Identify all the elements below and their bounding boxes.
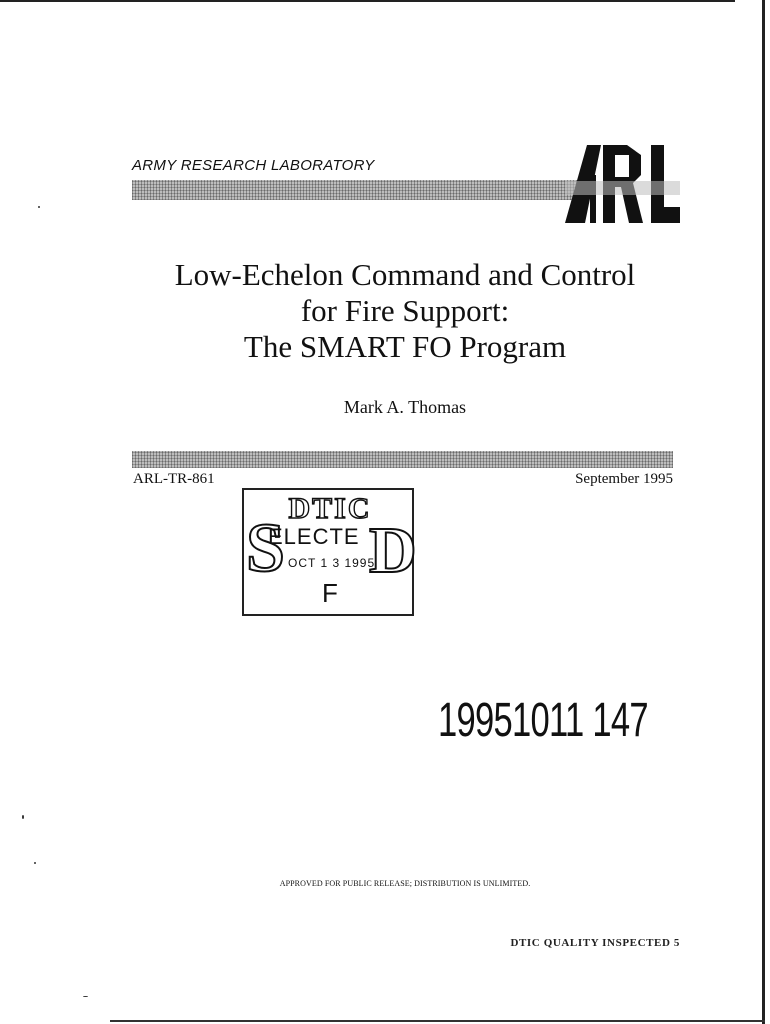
- stamp-status: ELECTE: [268, 524, 360, 549]
- dtic-stamp: [242, 488, 417, 616]
- stamp-grade: F: [322, 578, 338, 608]
- scan-speck: [38, 206, 40, 208]
- page-frame-right: [762, 0, 765, 1024]
- header-band: [132, 180, 587, 200]
- report-date: September 1995: [575, 471, 673, 487]
- title-line: The SMART FO Program: [243, 329, 567, 364]
- divider-band: [132, 451, 673, 468]
- author-name: Mark A. Thomas: [343, 397, 467, 417]
- arl-logo: [565, 145, 680, 225]
- title-line: Low-Echelon Command and Control: [174, 257, 636, 292]
- scan-speck: [34, 862, 36, 864]
- page-frame-bottom: [110, 1020, 765, 1022]
- title-line: for Fire Support:: [300, 293, 510, 328]
- scan-speck: [22, 815, 24, 819]
- scan-speck: [83, 996, 88, 997]
- stamp-agency: DTIC: [288, 492, 372, 525]
- report-number: ARL-TR-861: [133, 471, 215, 487]
- release-statement: APPROVED FOR PUBLIC RELEASE; DISTRIBUTION IS UNLIMITED.: [279, 879, 531, 888]
- stamp-date: OCT 1 3 1995: [288, 556, 376, 570]
- quality-inspection-note: DTIC QUALITY INSPECTED 5: [510, 937, 680, 949]
- document-title: [100, 257, 710, 365]
- stamp-left-letter: S: [246, 510, 285, 587]
- accession-number: 19951011 147: [438, 694, 648, 747]
- organization-name: ARMY RESEARCH LABORATORY: [132, 157, 375, 174]
- stamp-right-letter: D: [369, 514, 417, 587]
- page-frame-top: [0, 0, 735, 2]
